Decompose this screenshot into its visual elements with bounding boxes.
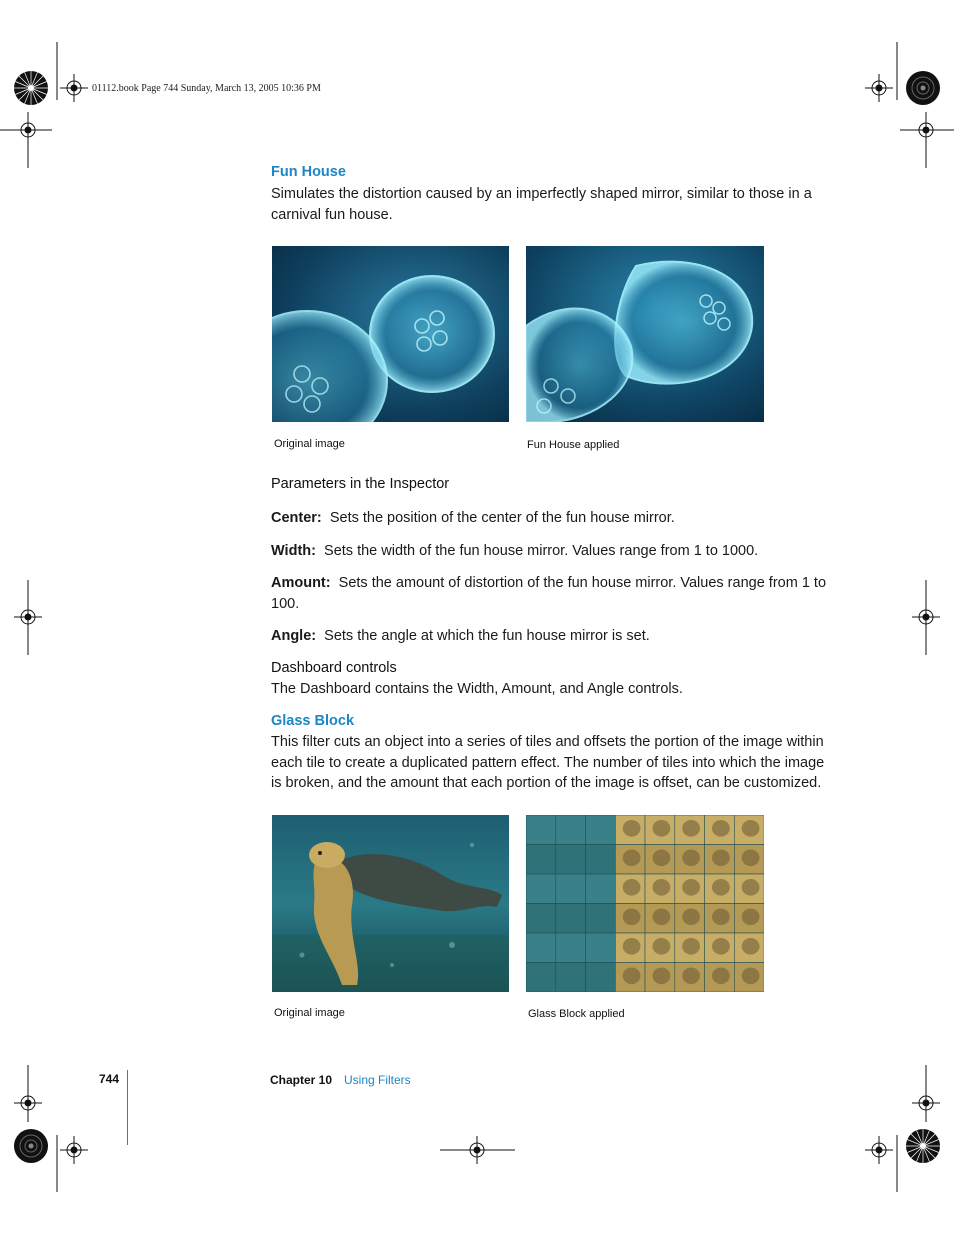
rosette-icon <box>905 1128 941 1164</box>
image-caption: Glass Block applied <box>528 1008 625 1020</box>
param-term: Amount: <box>271 575 331 591</box>
param-text: Sets the amount of distortion of the fun house mirror. Values range from 1 to 100. <box>271 575 827 612</box>
rosette-icon <box>905 70 941 106</box>
rosette-icon <box>13 1128 49 1164</box>
param-width <box>271 541 831 562</box>
image-caption: Fun House applied <box>527 439 620 451</box>
param-term: Width: <box>271 543 316 559</box>
jellyfish-fun-house-image <box>526 246 764 422</box>
glass-block-title: Glass Block <box>271 713 355 729</box>
dashboard-heading: Dashboard controls <box>271 660 397 676</box>
sea-lions-glass-block-image <box>526 815 764 992</box>
param-text: Sets the angle at which the fun house mirror is set. <box>324 628 650 644</box>
fun-house-description: Simulates the distortion caused by an imperfectly shaped mirror, similar to those in a carnival fun house. <box>271 186 812 223</box>
param-term: Center: <box>271 510 322 526</box>
param-term: Angle: <box>271 628 317 644</box>
image-caption: Original image <box>274 438 345 450</box>
dashboard-text: The Dashboard contains the Width, Amount, and Angle controls. <box>271 681 683 697</box>
params-heading: Parameters in the Inspector <box>271 476 450 492</box>
param-angle <box>271 626 831 647</box>
print-slug-line: 01112.book Page 744 Sunday, March 13, 2005 10:36 PM <box>92 83 321 94</box>
jellyfish-original-image <box>272 246 509 422</box>
page-number: 744 <box>99 1072 120 1086</box>
rosette-icon <box>13 70 49 106</box>
param-text: Sets the width of the fun house mirror. Values range from 1 to 1000. <box>324 543 759 559</box>
sea-lions-original-image <box>272 815 509 992</box>
fun-house-title: Fun House <box>271 164 346 180</box>
glass-block-description: This filter cuts an object into a series of tiles and offsets the portion of the image within each tile to create a duplicated pattern effect. The number of tiles into which the image is broken, and the amount that each portion of the image is offset, can be customized. <box>271 734 825 791</box>
param-center <box>271 508 831 529</box>
param-amount <box>271 573 831 614</box>
footer-divider <box>127 1070 128 1145</box>
param-text: Sets the position of the center of the fun house mirror. <box>329 510 675 526</box>
footer-chapter-title-link[interactable]: Using Filters <box>344 1073 411 1087</box>
footer-chapter: Chapter 10 <box>270 1073 333 1087</box>
image-caption: Original image <box>274 1007 345 1019</box>
